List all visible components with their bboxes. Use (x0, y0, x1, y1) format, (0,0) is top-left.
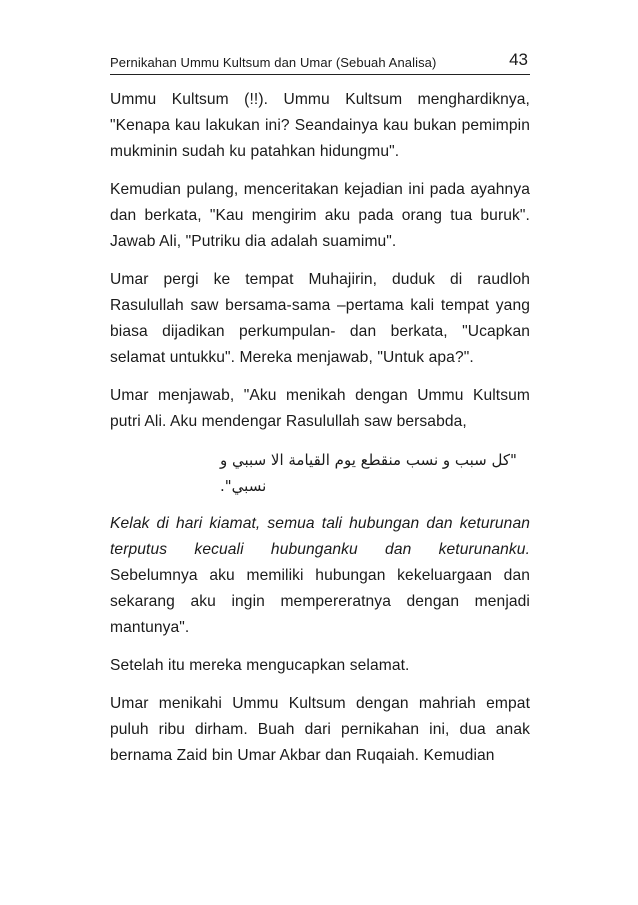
paragraph-5 (110, 511, 530, 641)
paragraph-1: Ummu Kultsum (!!). Ummu Kultsum menghardiknya, "Kenapa kau lakukan ini? Seandainya kau bukan pemimpin mukminin sudah ku patahkan hidungmu". (110, 91, 530, 160)
arabic-hadith: "كل سبب و نسب منقطع يوم القيامة الا سببي و نسبي". (220, 451, 517, 495)
paragraph-3: Umar pergi ke tempat Muhajirin, duduk di raudloh Rasulullah saw bersama-sama –pertama kali tempat yang biasa dijadikan perkumpulan- dan berkata, "Ucapkan selamat untukku". Mereka menjawab, "Untuk apa?". (110, 271, 530, 366)
paragraph-5-rest: Sebelumnya aku memiliki hubungan kekeluargaan dan sekarang aku ingin mempereratnya dengan menjadi mantunya". (110, 567, 530, 636)
paragraph-6: Setelah itu mereka mengucapkan selamat. (110, 657, 410, 674)
book-page (110, 50, 530, 781)
running-header (110, 50, 530, 75)
hadith-translation: Kelak di hari kiamat, semua tali hubungan dan keturunan terputus kecuali hubunganku dan keturunanku. (110, 515, 530, 558)
header-title: Pernikahan Ummu Kultsum dan Umar (Sebuah Analisa) (110, 55, 437, 70)
paragraph-4: Umar menjawab, "Aku menikah dengan Ummu Kultsum putri Ali. Aku mendengar Rasulullah saw bersabda, (110, 387, 530, 430)
paragraph-2: Kemudian pulang, menceritakan kejadian ini pada ayahnya dan berkata, "Kau mengirim aku pada orang tua buruk". Jawab Ali, "Putriku dia adalah suamimu". (110, 181, 530, 250)
page-number: 43 (509, 50, 528, 69)
paragraph-7: Umar menikahi Ummu Kultsum dengan mahriah empat puluh ribu dirham. Buah dari pernikahan ini, dua anak bernama Zaid bin Umar Akbar dan Ruqaiah. Kemudian (110, 695, 530, 764)
page-body (110, 87, 530, 769)
